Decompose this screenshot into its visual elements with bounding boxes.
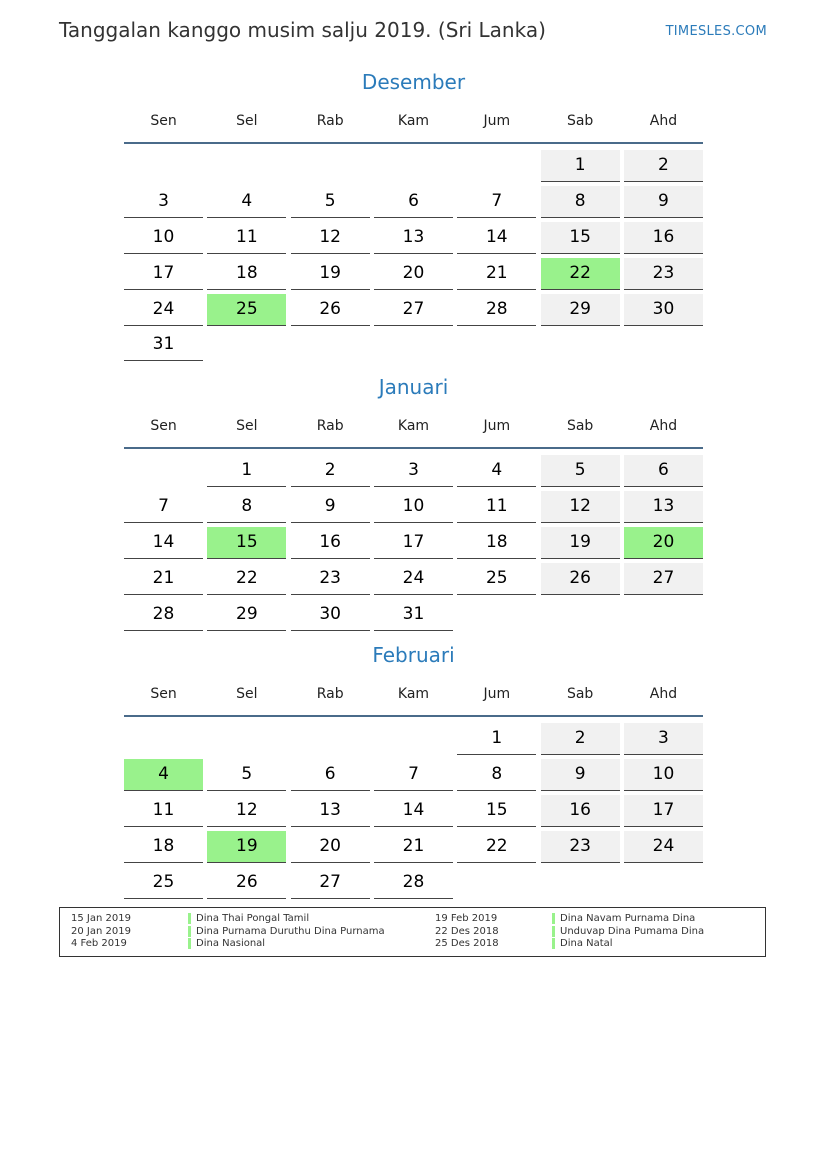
day-cell[interactable]: 29 [541,294,620,326]
weekday-label: Ahd [649,418,678,434]
weekday-label: Jum [483,418,511,434]
holiday-marker-icon [552,938,555,949]
day-cell[interactable]: 12 [291,222,370,254]
weekday-label: Ahd [649,686,678,702]
weekday-label: Rab [316,686,344,702]
day-cell[interactable]: 8 [541,186,620,218]
holiday-marker-icon [188,926,191,937]
day-cell[interactable]: 22 [457,831,536,863]
day-cell[interactable]: 16 [291,527,370,559]
day-cell[interactable]: 19 [541,527,620,559]
day-cell[interactable]: 21 [457,258,536,290]
day-cell[interactable]: 7 [457,186,536,218]
day-cell[interactable]: 11 [207,222,286,254]
day-cell[interactable]: 14 [124,527,203,559]
month-februari [124,641,703,899]
day-cell[interactable]: 1 [541,150,620,182]
holiday-marker-icon [188,913,191,924]
day-cell[interactable]: 24 [124,294,203,326]
weekday-label: Sen [150,113,177,129]
day-cell[interactable]: 25 [457,563,536,595]
day-cell[interactable]: 14 [457,222,536,254]
holiday-day-cell[interactable]: 20 [624,527,703,559]
weekday-label: Jum [483,686,511,702]
day-cell[interactable]: 24 [374,563,453,595]
day-cell[interactable]: 22 [207,563,286,595]
page-title: Tanggalan kanggo musim salju 2019. (Sri Lanka) [59,18,546,42]
empty-cell [124,455,203,487]
month-januari [124,373,703,631]
day-cell[interactable]: 4 [207,186,286,218]
day-cell[interactable]: 20 [374,258,453,290]
legend-entry [71,938,401,950]
day-cell[interactable]: 10 [124,222,203,254]
holiday-marker-icon [552,926,555,937]
day-cell[interactable]: 15 [541,222,620,254]
day-cell[interactable]: 11 [457,491,536,523]
day-cell[interactable]: 12 [207,795,286,827]
day-cell[interactable]: 27 [624,563,703,595]
day-cell[interactable]: 31 [374,599,453,631]
day-cell[interactable]: 5 [541,455,620,487]
empty-cell [207,723,286,755]
weekday-label: Sen [150,418,177,434]
day-cell[interactable]: 18 [207,258,286,290]
legend-entry [435,926,765,938]
day-cell[interactable]: 18 [124,831,203,863]
day-cell[interactable]: 17 [374,527,453,559]
empty-cell [457,150,536,182]
day-cell[interactable]: 30 [624,294,703,326]
brand-link[interactable]: TIMESLES.COM [665,24,767,39]
day-cell[interactable]: 7 [374,759,453,791]
empty-cell [291,723,370,755]
day-cell[interactable]: 14 [374,795,453,827]
holiday-day-cell[interactable]: 4 [124,759,203,791]
legend-date: 15 Jan 2019 [71,913,131,924]
weekday-label: Kam [397,686,430,702]
month-title: Desember [361,70,466,94]
empty-cell [124,723,203,755]
day-cell[interactable]: 26 [207,867,286,899]
day-cell[interactable]: 10 [374,491,453,523]
weekday-header [124,411,703,449]
day-cell[interactable]: 29 [207,599,286,631]
day-cell[interactable]: 23 [624,258,703,290]
day-cell[interactable]: 16 [541,795,620,827]
legend-holiday-name: Unduvap Dina Pumama Dina [560,925,705,937]
day-cell[interactable]: 2 [624,150,703,182]
holiday-day-cell[interactable]: 22 [541,258,620,290]
day-cell[interactable]: 23 [541,831,620,863]
day-cell[interactable]: 3 [124,186,203,218]
day-cell[interactable]: 20 [291,831,370,863]
legend-entry [71,913,401,925]
legend-holiday-name: Dina Natal [560,938,613,949]
weekday-header [124,106,703,144]
weekday-label: Sel [236,418,258,434]
day-cell[interactable]: 5 [207,759,286,791]
legend-entry [435,913,765,925]
day-cell[interactable]: 27 [291,867,370,899]
weekday-label: Sel [236,113,258,129]
holiday-legend [59,907,766,957]
day-cell[interactable]: 17 [124,258,203,290]
empty-cell [207,150,286,182]
day-cell[interactable]: 19 [291,258,370,290]
day-cell[interactable]: 30 [291,599,370,631]
day-grid [124,455,703,631]
weekday-label: Rab [316,418,344,434]
holiday-day-cell[interactable]: 15 [207,527,286,559]
day-cell[interactable]: 3 [374,455,453,487]
day-cell[interactable]: 23 [291,563,370,595]
holiday-day-cell[interactable]: 25 [207,294,286,326]
day-cell[interactable]: 2 [291,455,370,487]
day-cell[interactable]: 12 [541,491,620,523]
day-cell[interactable]: 6 [374,186,453,218]
legend-holiday-name: Dina Purnama Duruthu Dina Purnama [196,925,385,937]
legend-entry [71,926,401,938]
day-cell[interactable]: 9 [624,186,703,218]
day-cell[interactable]: 15 [457,795,536,827]
holiday-day-cell[interactable]: 19 [207,831,286,863]
day-cell[interactable]: 28 [374,867,453,899]
month-desember [124,68,703,361]
empty-cell [374,723,453,755]
legend-holiday-name: Dina Nasional [196,938,266,949]
weekday-label: Ahd [649,113,678,129]
legend-holiday-name: Dina Thai Pongal Tamil [196,913,310,924]
day-cell[interactable]: 7 [124,491,203,523]
weekday-header [124,679,703,717]
day-cell[interactable]: 31 [124,329,203,361]
legend-entry [435,938,765,950]
empty-cell [124,150,203,182]
day-cell[interactable]: 28 [124,599,203,631]
day-cell[interactable]: 5 [291,186,370,218]
day-cell[interactable]: 21 [374,831,453,863]
day-cell[interactable]: 24 [624,831,703,863]
legend-holiday-name: Dina Navam Purnama Dina [560,913,696,924]
day-cell[interactable]: 18 [457,527,536,559]
month-title: Januari [378,375,449,399]
day-cell[interactable]: 9 [541,759,620,791]
weekday-label: Kam [397,113,430,129]
day-cell[interactable]: 8 [457,759,536,791]
day-cell[interactable]: 1 [207,455,286,487]
holiday-marker-icon [188,938,191,949]
legend-date: 4 Feb 2019 [71,938,127,949]
legend-date: 20 Jan 2019 [71,925,131,937]
holiday-marker-icon [552,913,555,924]
day-cell[interactable]: 13 [291,795,370,827]
day-cell[interactable]: 21 [124,563,203,595]
day-cell[interactable]: 8 [207,491,286,523]
day-cell[interactable]: 25 [124,867,203,899]
month-title: Februari [372,643,455,667]
day-grid [124,723,703,899]
day-cell[interactable]: 1 [457,723,536,755]
day-cell[interactable]: 4 [457,455,536,487]
weekday-label: Sel [236,686,258,702]
legend-date: 19 Feb 2019 [435,913,498,924]
day-cell[interactable]: 10 [624,759,703,791]
day-cell[interactable]: 6 [624,455,703,487]
weekday-label: Sab [566,418,594,434]
day-cell[interactable]: 3 [624,723,703,755]
weekday-label: Kam [397,418,430,434]
legend-date: 25 Des 2018 [435,938,499,949]
day-cell[interactable]: 17 [624,795,703,827]
day-grid [124,150,703,361]
day-cell[interactable]: 26 [291,294,370,326]
weekday-label: Sab [566,113,594,129]
day-cell[interactable]: 9 [291,491,370,523]
weekday-label: Jum [483,113,511,129]
day-cell[interactable]: 27 [374,294,453,326]
day-cell[interactable]: 6 [291,759,370,791]
weekday-label: Sab [566,686,594,702]
day-cell[interactable]: 28 [457,294,536,326]
day-cell[interactable]: 13 [624,491,703,523]
empty-cell [374,150,453,182]
legend-date: 22 Des 2018 [435,925,499,937]
day-cell[interactable]: 26 [541,563,620,595]
day-cell[interactable]: 11 [124,795,203,827]
weekday-label: Rab [316,113,344,129]
empty-cell [291,150,370,182]
day-cell[interactable]: 13 [374,222,453,254]
day-cell[interactable]: 16 [624,222,703,254]
weekday-label: Sen [150,686,177,702]
day-cell[interactable]: 2 [541,723,620,755]
